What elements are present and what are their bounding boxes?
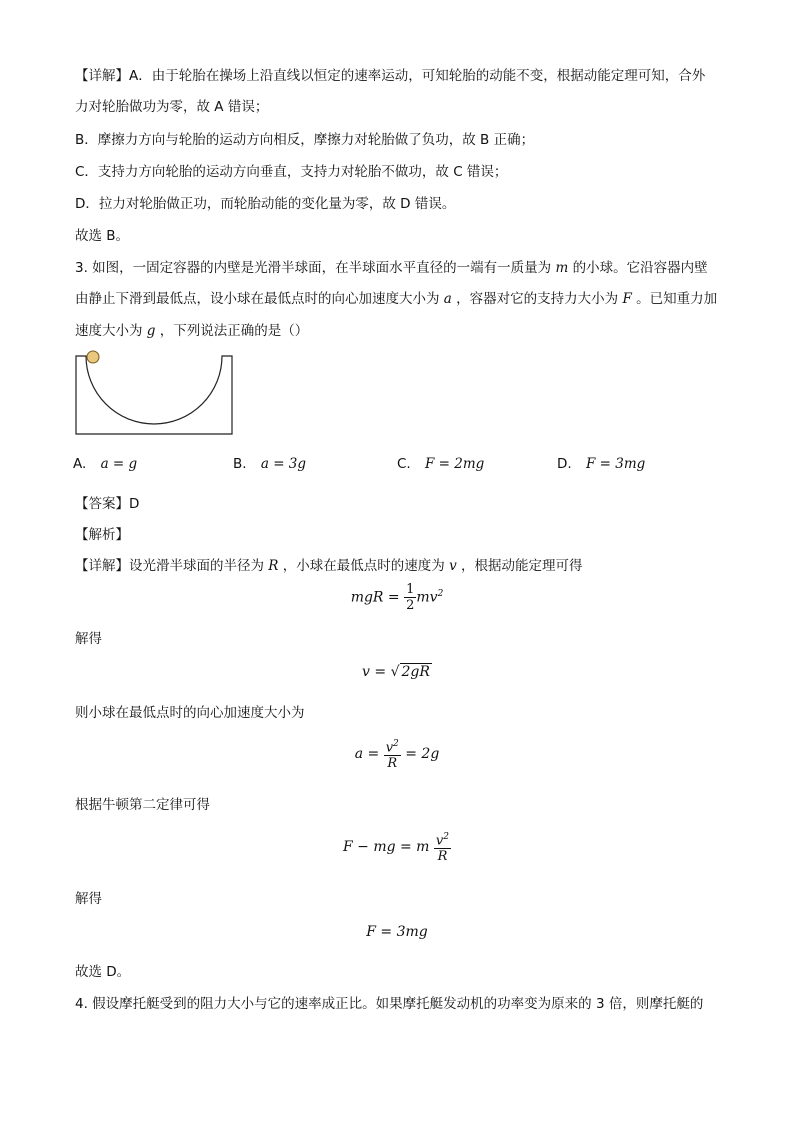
q4-line1: 4. 假设摩托艇受到的阻力大小与它的速率成正比。如果摩托艇发动机的功率变为原来的 3 倍，则摩托艇的 (75, 996, 704, 1012)
equation-result: F = 3mg (366, 924, 428, 940)
equation-energy: mgR = $\frac{1}{2}$ $mv^2$ (350, 582, 444, 613)
detail1-line5: D．拉力对轮胎做正功，而轮胎动能的变化量为零，故 D 错误。 (75, 196, 456, 212)
q3-line1: 3. 如图，一固定容器的内壁是光滑半球面，在半球面水平直径的一端有一质量为 m 的小球。它沿容器内壁 (75, 260, 708, 276)
detail2-conclusion: 故选 D。 (75, 964, 131, 980)
detail1-line2: 力对轮胎做功为零，故 A 错误； (75, 99, 269, 115)
detail1-line6: 故选 B。 (75, 228, 130, 244)
answer-label: 【答案】D (75, 496, 140, 512)
option-d[interactable]: D. F = 3mg (557, 456, 646, 472)
detail2-text3: 根据牛顿第二定律可得 (75, 797, 210, 813)
detail1-line3: B．摩擦力方向与轮胎的运动方向相反，摩擦力对轮胎做了负功，故 B 正确； (75, 132, 535, 148)
option-b[interactable]: B. a = 3g (233, 456, 307, 472)
fraction-v2-over-r: $\frac{v^2}{R}$ (385, 739, 399, 772)
fraction-v2-over-r-2: $\frac{v^2}{R}$ (435, 832, 450, 865)
detail1-line4: C．支持力方向轮胎的运动方向垂直，支持力对轮胎不做功，故 C 错误； (75, 164, 508, 180)
detail2-text2: 则小球在最低点时的向心加速度大小为 (75, 705, 305, 721)
solve-label-2: 解得 (75, 891, 102, 907)
equation-velocity: v = √ 2gR (362, 664, 430, 680)
analysis-label: 【解析】 (75, 527, 129, 543)
equation-newton: F − mg = m $\frac{v^2}{R}$ (342, 832, 450, 865)
ball-icon (87, 351, 99, 363)
hemisphere-container-figure (72, 348, 236, 438)
equation-acceleration: a = $\frac{v^2}{R}$ = 2g (354, 739, 440, 772)
q3-line3: 速度大小为 g ，下列说法正确的是（） (75, 323, 309, 339)
option-a[interactable]: A. a = g (73, 456, 138, 472)
q3-line2: 由静止下滑到最低点，设小球在最低点时的向心加速度大小为 a ，容器对它的支持力大小为 F 。已知重力加 (75, 291, 718, 307)
fraction-half: $\frac{1}{2}$ (406, 582, 415, 613)
detail2-line1: 【详解】设光滑半球面的半径为 R ，小球在最低点时的速度为 v ，根据动能定理可得 (75, 558, 583, 574)
detail1-line1: 【详解】A．由于轮胎在操场上沿直线以恒定的速率运动，可知轮胎的动能不变，根据动能定理可知，合外 (75, 68, 706, 84)
solve-label-1: 解得 (75, 631, 102, 647)
option-c[interactable]: C. F = 2mg (397, 456, 485, 472)
